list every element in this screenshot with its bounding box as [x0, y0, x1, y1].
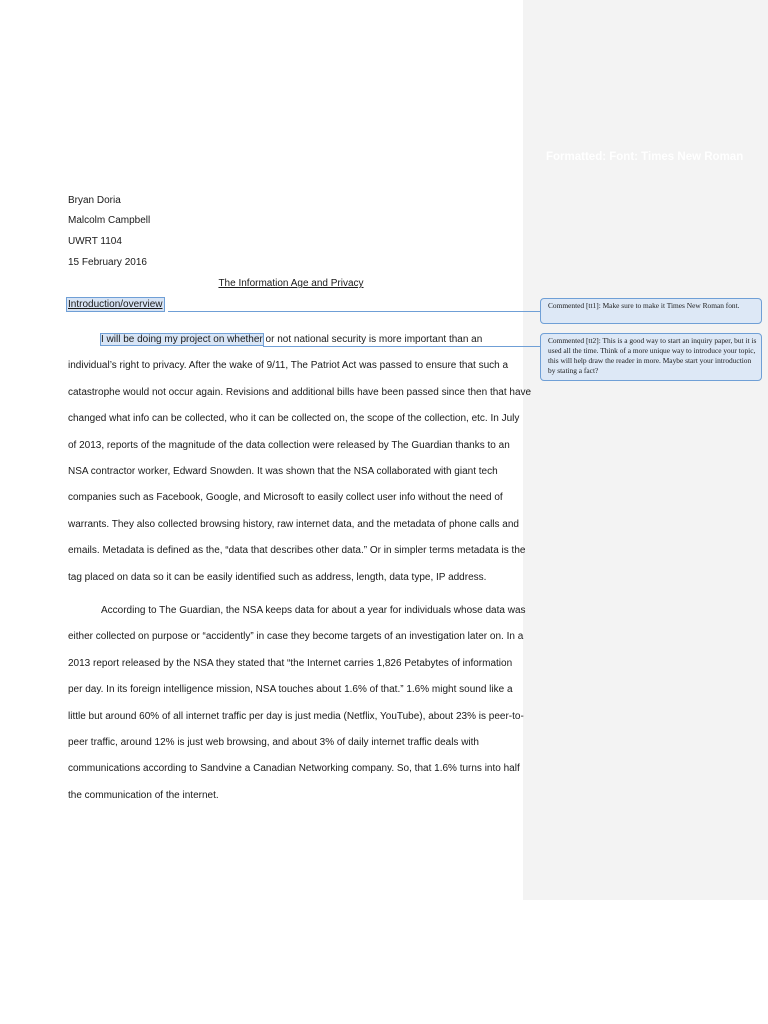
text-line: [68, 387, 531, 399]
author-name: Bryan Doria: [68, 195, 121, 206]
text-line: peer traffic, around 12% is just web browsing, and about 3% of daily internet traffic deals with: [68, 737, 479, 748]
line-text: tag placed on data so it can be easily identified such as address, length, data type, IP address.: [68, 571, 487, 583]
text-line: [68, 519, 519, 531]
text-line: [68, 440, 510, 452]
text-line: communications according to Sandvine a Canadian Networking company. So, that 1.6% turns into half: [68, 763, 520, 775]
comment-margin: [523, 0, 768, 900]
comment-connector-1: [168, 311, 540, 312]
text-line: [68, 360, 508, 372]
formatting-note: Formatted: Font: Times New Roman: [546, 151, 744, 163]
instructor-name: Malcolm Campbell: [68, 215, 151, 226]
line-text: NSA contractor worker, Edward Snowden. It was shown that the NSA collaborated with giant tech: [68, 466, 498, 477]
commented-text-highlight[interactable]: I will be doing my project on whether: [101, 334, 263, 345]
line-text: warrants. They also collected browsing history, raw internet data, and the metadata of phone calls and: [68, 518, 519, 530]
comment-text: Make sure to make it Times New Roman font.: [600, 301, 740, 310]
line-text: of 2013, reports of the magnitude of the data collection were released by The Guardian thanks to an: [68, 439, 510, 451]
text-line: little but around 60% of all internet traffic per day is just media (Netflix, YouTube), about 23% is peer-to-: [68, 710, 524, 722]
line-text: emails. Metadata is defined as the, “data that describes other data.” Or in simpler terms metadata is the: [68, 545, 526, 557]
document-date: 15 February 2016: [68, 257, 147, 268]
document-title: The Information Age and Privacy: [218, 278, 364, 289]
text-line: per day. In its foreign intelligence mission, NSA touches about 1.6% of that.” 1.6% might sound like a: [68, 684, 513, 696]
text-line: either collected on purpose or “accidently” in case they become targets of an investigation later on. In a: [68, 631, 524, 643]
comment-label: Commented [tt2]:: [548, 336, 601, 345]
comment-box[interactable]: [540, 333, 762, 381]
line-text: catastrophe would not occur again. Revisions and additional bills have been passed since then that have: [68, 386, 532, 398]
line-text: changed what info can be collected, who it can be collected on, the scope of the collection, etc. In July: [68, 413, 520, 425]
line-text: or not national security is more important than an: [262, 334, 483, 345]
line-text: companies such as Facebook, Google, and Microsoft to easily collect user info without the need of: [68, 492, 503, 504]
text-line: [68, 492, 503, 504]
text-line: [68, 572, 486, 584]
text-line: According to The Guardian, the NSA keeps data for about a year for individuals whose data was: [101, 605, 526, 616]
text-line: 2013 report released by the NSA they stated that “the Internet carries 1,826 Petabytes of information: [68, 657, 513, 669]
line-text: individual’s right to privacy. After the wake of 9/11, The Patriot Act was passed to ensure that such a: [68, 360, 509, 372]
comment-connector-2: [263, 346, 540, 347]
section-heading[interactable]: Introduction/overview: [68, 299, 163, 310]
comment-text: This is a good way to start an inquiry paper, but it is used all the time. Think of a more unique way to introduce your topic, this will help draw the reader in more. Maybe start your introduction by stating a fact?: [548, 336, 757, 375]
text-line: the communication of the internet.: [68, 789, 219, 801]
comment-label: Commented [tt1]:: [548, 301, 601, 310]
text-line: [68, 466, 498, 478]
text-line: [68, 545, 525, 557]
text-line: [101, 334, 482, 346]
text-line: [68, 413, 519, 425]
course-code: UWRT 1104: [68, 236, 122, 247]
comment-box[interactable]: [540, 298, 762, 324]
